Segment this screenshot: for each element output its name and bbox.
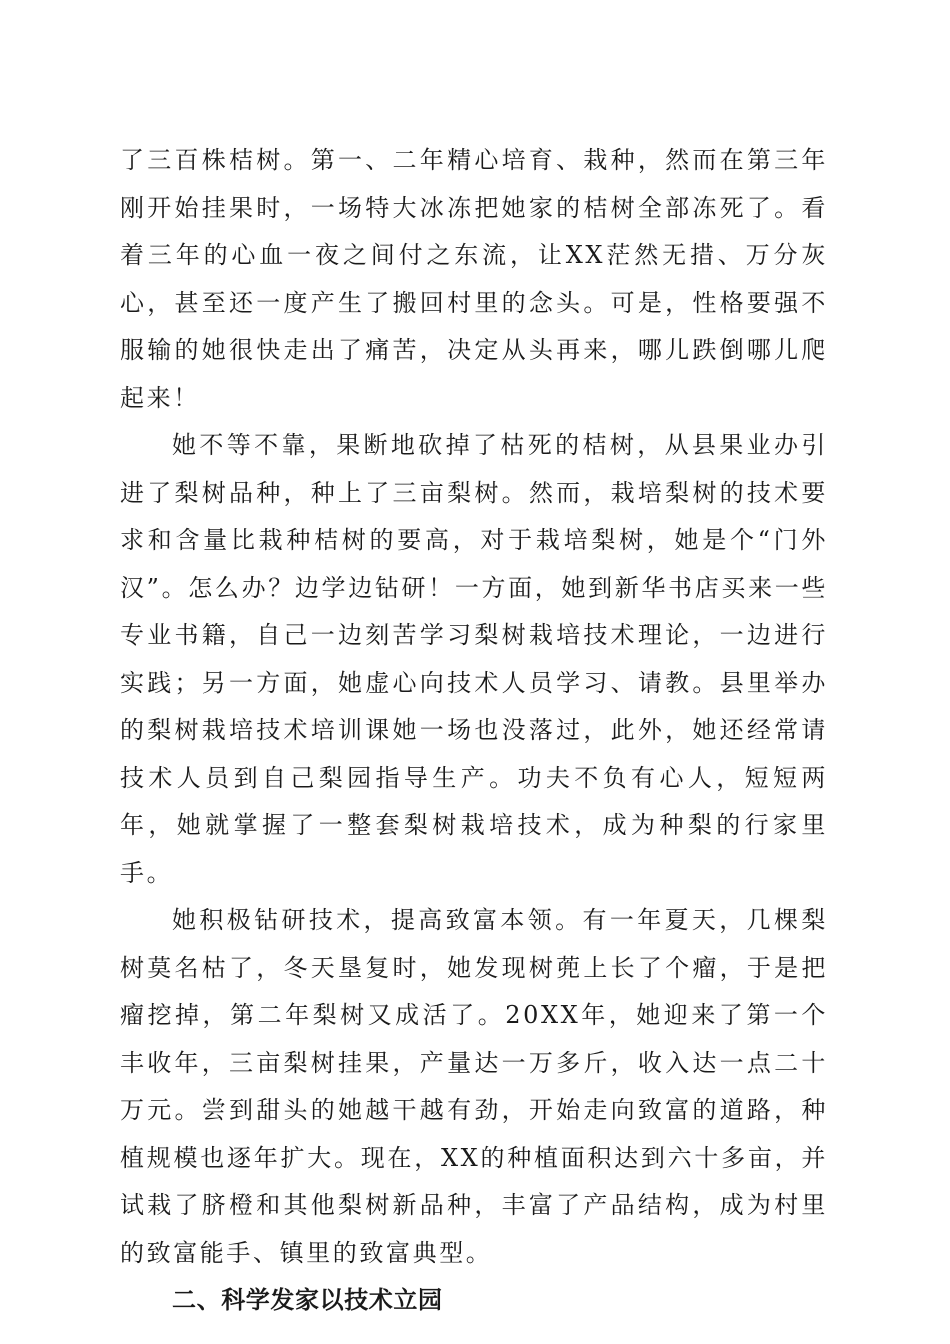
document-body <box>120 137 828 1325</box>
paragraph-2: 她不等不靠，果断地砍掉了枯死的桔树，从县果业办引进了梨树品种，种上了三亩梨树。然而，栽培梨树的技术要求和含量比栽种桔树的要高，对于栽培梨树，她是个“门外汉”。怎么办？边学边钻研！一方面，她到新华书店买来一些专业书籍，自己一边刻苦学习梨树栽培技术理论，一边进行实践；另一方面，她虚心向技术人员学习、请教。县里举办的梨树栽培技术培训课她一场也没落过，此外，她还经常请技术人员到自己梨园指导生产。功夫不负有心人，短短两年，她就掌握了一整套梨树栽培技术，成为种梨的行家里手。 <box>120 431 828 887</box>
section-heading: 二、科学发家以技术立园 <box>172 1286 443 1314</box>
paragraph-3: 她积极钻研技术，提高致富本领。有一年夏天，几棵梨树莫名枯了，冬天垦复时，她发现树蔸上长了个瘤，于是把瘤挖掉，第二年梨树又成活了。20XX年，她迎来了第一个丰收年，三亩梨树挂果，产量达一万多斤，收入达一点二十万元。尝到甜头的她越干越有劲，开始走向致富的道路，种植规模也逐年扩大。现在，XX的种植面积达到六十多亩，并试栽了脐橙和其他梨树新品种，丰富了产品结构，成为村里的致富能手、镇里的致富典型。 <box>120 906 828 1267</box>
paragraph-1: 了三百株桔树。第一、二年精心培育、栽种，然而在第三年刚开始挂果时，一场特大冰冻把她家的桔树全部冻死了。看着三年的心血一夜之间付之东流，让XX茫然无措、万分灰心，甚至还一度产生了搬回村里的念头。可是，性格要强不服输的她很快走出了痛苦，决定从头再来，哪儿跌倒哪儿爬起来！ <box>120 146 828 412</box>
